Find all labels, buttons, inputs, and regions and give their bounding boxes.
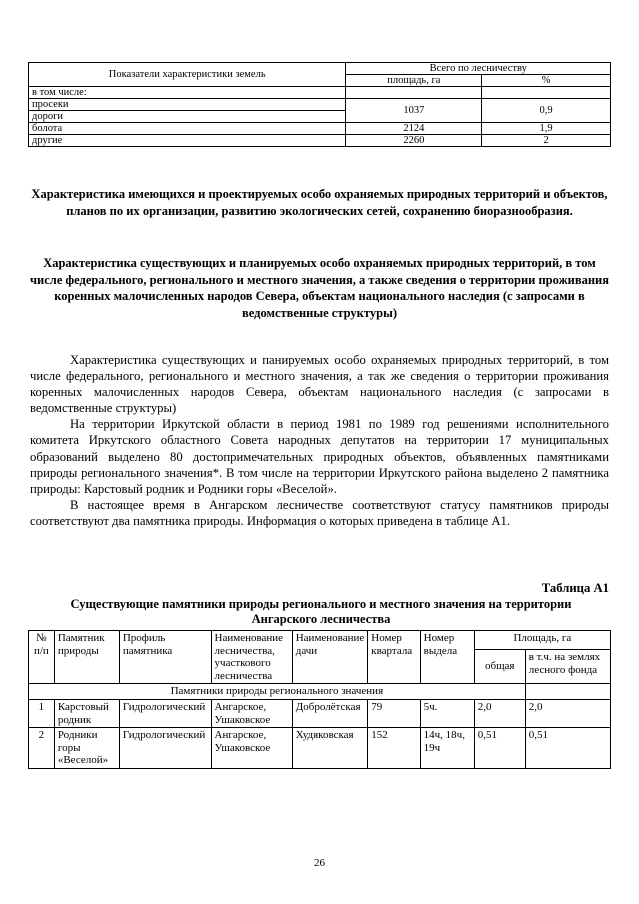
swamps-pct: 1,9	[482, 123, 611, 135]
cell-area-forest: 2,0	[525, 699, 610, 727]
row-swamps: болота	[29, 123, 346, 135]
cell-forestry: Ангарское, Ушаковское	[211, 699, 292, 727]
cell-quarter: 79	[368, 699, 420, 727]
header-num: № п/п	[29, 631, 55, 684]
land-characteristics-table	[28, 62, 611, 147]
header-area-total: общая	[474, 650, 525, 684]
cell-dacha: Худяковская	[292, 728, 368, 769]
header-dacha: Наименование дачи	[292, 631, 368, 684]
swamps-area: 2124	[346, 123, 482, 135]
cell-num: 2	[29, 728, 55, 769]
body-text	[30, 352, 609, 529]
row-other: другие	[29, 135, 346, 147]
header-area: Площадь, га	[474, 631, 610, 650]
paragraph: Характеристика существующих и панируемых особо охраняемых природных территорий, в том числе федерального, регионального и местного значения, а так же сведения о территории проживания коренных малочисленных народов Севера, объектам национального наследия (с запросами в ведомственные структуры)	[30, 353, 609, 416]
header-area-forest: в т.ч. на землях лесного фонда	[525, 650, 610, 684]
paragraph: В настоящее время в Ангарском лесничестве соответствуют статусу памятников природы соответствуют два памятника природы. Информация о которых приведена в таблице А1.	[30, 497, 609, 528]
row-clearings: просеки	[29, 99, 346, 111]
cell-monument: Карстовый родник	[54, 699, 119, 727]
other-pct: 2	[482, 135, 611, 147]
header-quarter: Номер квартала	[368, 631, 420, 684]
cell-area-total: 0,51	[474, 728, 525, 769]
section-row: Памятники природы регионального значения	[29, 684, 526, 700]
header-profile: Профиль памятника	[119, 631, 211, 684]
row-including: в том числе:	[29, 87, 346, 99]
cell-dacha: Добролётская	[292, 699, 368, 727]
paragraph: На территории Иркутской области в период 1981 по 1989 год решениями исполнительного комитета Иркутского областного Совета народных депутатов на территории 17 муниципальных образований выделено 80 достопримечательных природных объектов, объявленных памятниками природы регионального значения*. В том числе на территории Иркутского района выделено 2 памятника природы: Карстовый родник и Родники горы «Веселой».	[30, 417, 609, 496]
total-header: Всего по лесничеству	[346, 63, 611, 75]
cell-forestry: Ангарское, Ушаковское	[211, 728, 292, 769]
pct-header: %	[482, 75, 611, 87]
cell-plot: 5ч.	[420, 699, 474, 727]
nature-monuments-table	[28, 630, 611, 769]
cell-num: 1	[29, 699, 55, 727]
cell-quarter: 152	[368, 728, 420, 769]
table-label: Таблица А1	[541, 581, 609, 595]
cell-profile: Гидрологический	[119, 728, 211, 769]
area-header: площадь, га	[346, 75, 482, 87]
section-heading-protected-areas: Характеристика имеющихся и проектируемых особо охраняемых природных территорий и объектов, планов по их организации, развитию экологических сетей, сохранению биоразнообразия.	[31, 187, 608, 218]
table-row	[29, 699, 611, 727]
page-number: 26	[314, 857, 325, 869]
row-roads: дороги	[29, 111, 346, 123]
cell-monument: Родники горы «Веселой»	[54, 728, 119, 769]
indicator-header: Показатели характеристики земель	[29, 63, 346, 87]
table-row	[29, 728, 611, 769]
header-monument: Памятник природы	[54, 631, 119, 684]
header-plot: Номер выдела	[420, 631, 474, 684]
cell-area-total: 2,0	[474, 699, 525, 727]
header-forestry: Наименование лесничества, участкового лесничества	[211, 631, 292, 684]
table-title: Существующие памятники природы регионального и местного значения на территории Ангарского лесничества	[70, 597, 572, 626]
cell-plot: 14ч, 18ч, 19ч	[420, 728, 474, 769]
cell-profile: Гидрологический	[119, 699, 211, 727]
clearings-roads-pct: 0,9	[482, 99, 611, 123]
cell-area-forest: 0,51	[525, 728, 610, 769]
other-area: 2260	[346, 135, 482, 147]
section-heading-existing-planned: Характеристика существующих и планируемых особо охраняемых природных территорий, в том числе федерального, регионального и местного значения, а также сведения о территории проживания коренных малочисленных народов Севера, объектам национального наследия (с запросами в ведомственные структуры)	[30, 256, 609, 320]
clearings-roads-area: 1037	[346, 99, 482, 123]
